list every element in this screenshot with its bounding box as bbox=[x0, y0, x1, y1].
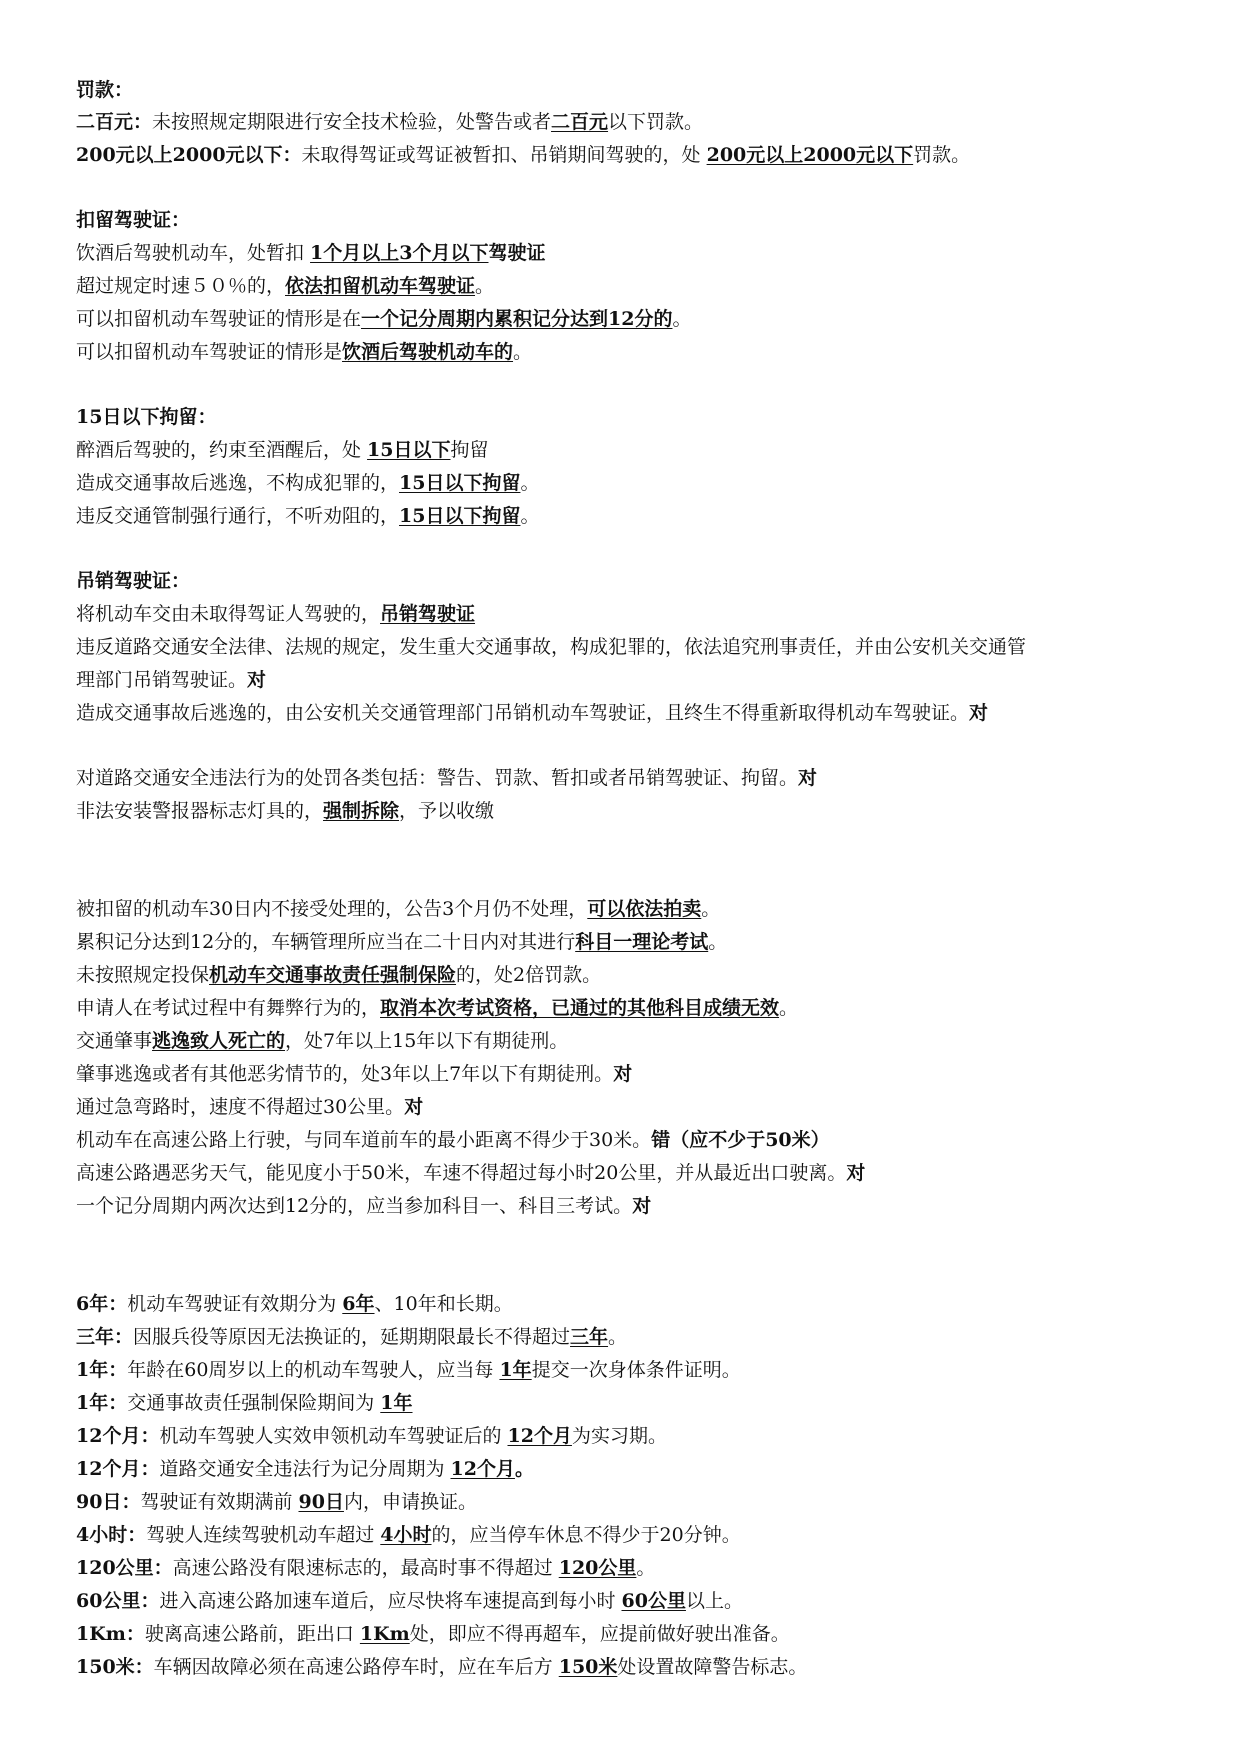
bold-text: 对 bbox=[404, 1096, 424, 1118]
body-text: 申请人在考试过程中有舞弊行为的， bbox=[76, 997, 381, 1019]
text-line bbox=[76, 241, 546, 265]
bold-text: 三年： bbox=[76, 1326, 134, 1348]
body-text: 饮酒后驾驶机动车，处暂扣 bbox=[76, 242, 311, 264]
text-line bbox=[76, 897, 720, 921]
body-text: 以上。 bbox=[685, 1590, 743, 1612]
underlined-keyword: 依法扣留机动车驾驶证 bbox=[285, 275, 476, 297]
text-line bbox=[76, 569, 190, 593]
bold-text: 1年： bbox=[76, 1392, 128, 1414]
body-text: 累积记分达到12分的，车辆管理所应当在二十日内对其进行 bbox=[76, 931, 576, 953]
bold-text: 对 bbox=[632, 1195, 652, 1217]
text-line bbox=[76, 1194, 651, 1218]
underlined-keyword: 逃逸致人死亡的 bbox=[152, 1030, 286, 1052]
text-line bbox=[76, 1655, 807, 1679]
body-text: 年龄在60周岁以上的机动车驾驶人，应当每 bbox=[127, 1359, 500, 1381]
text-line bbox=[76, 1457, 534, 1481]
underlined-keyword: 90日 bbox=[298, 1491, 344, 1513]
text-line bbox=[76, 602, 475, 626]
body-text: 对道路交通安全违法行为的处罚各类包括：警告、罚款、暂扣或者吊销驾驶证、拘留。 bbox=[76, 767, 799, 789]
text-line bbox=[76, 78, 133, 102]
body-text: 。 bbox=[520, 472, 540, 494]
body-text: 通过急弯路时，速度不得超过30公里。 bbox=[76, 1096, 405, 1118]
body-text: 醉酒后驾驶的，约束至酒醒后，处 bbox=[76, 439, 368, 461]
underlined-keyword: 科目一理论考试 bbox=[575, 931, 709, 953]
body-text: 。 bbox=[475, 275, 495, 297]
body-text: 。 bbox=[513, 341, 533, 363]
text-line bbox=[76, 1622, 790, 1646]
underlined-keyword: 一个记分周期内累积记分达到12分的 bbox=[361, 308, 673, 330]
underlined-keyword: 120公里 bbox=[558, 1557, 637, 1579]
text-line bbox=[76, 1424, 667, 1448]
bold-text: 200元以上2000元以下： bbox=[76, 144, 302, 166]
body-text: 一个记分周期内两次达到12分的，应当参加科目一、科目三考试。 bbox=[76, 1195, 633, 1217]
text-line bbox=[76, 110, 703, 134]
bold-text: 吊销驾驶证： bbox=[76, 570, 191, 592]
underlined-keyword: 6年 bbox=[342, 1293, 375, 1315]
underlined-keyword: 12个月 bbox=[507, 1425, 572, 1447]
bold-text: 对 bbox=[247, 669, 267, 691]
underlined-keyword: 4小时 bbox=[380, 1524, 432, 1546]
body-text: 机动车驾驶证有效期分为 bbox=[127, 1293, 343, 1315]
body-text: 违反道路交通安全法律、法规的规定，发生重大交通事故，构成犯罪的，依法追究刑事责任，并由公安机关交通管 bbox=[76, 636, 1027, 658]
bold-text: 错（应不少于50米） bbox=[651, 1129, 830, 1151]
text-line bbox=[76, 1161, 865, 1185]
underlined-keyword: 200元以上2000元以下 bbox=[706, 144, 914, 166]
underlined-keyword: 二百元 bbox=[551, 111, 609, 133]
body-text: ，处7年以上15年以下有期徒刑。 bbox=[285, 1030, 569, 1052]
body-text: 。 bbox=[708, 931, 728, 953]
bold-text: 4小时： bbox=[76, 1524, 147, 1546]
body-text: 机动车驾驶人实效申领机动车驾驶证后的 bbox=[159, 1425, 508, 1447]
body-text: 。 bbox=[672, 308, 692, 330]
body-text: 罚款。 bbox=[913, 144, 971, 166]
body-text: 。 bbox=[701, 898, 721, 920]
underlined-keyword: 60公里 bbox=[621, 1590, 686, 1612]
body-text: 内，申请换证。 bbox=[343, 1491, 477, 1513]
underlined-keyword: 15日以下拘留 bbox=[399, 472, 521, 494]
body-text: 。 bbox=[779, 997, 799, 1019]
body-text: 造成交通事故后逃逸的，由公安机关交通管理部门吊销机动车驾驶证，且终生不得重新取得机动车驾驶证。 bbox=[76, 702, 970, 724]
body-text: 。 bbox=[520, 505, 540, 527]
underlined-keyword: 1Km bbox=[359, 1623, 410, 1645]
underlined-keyword: 三年 bbox=[570, 1326, 609, 1348]
underlined-keyword: 取消本次考试资格，已通过的其他科目成绩无效 bbox=[380, 997, 780, 1019]
body-text: 驾驶人连续驾驶机动车超过 bbox=[146, 1524, 381, 1546]
underlined-keyword: 15日以下 bbox=[367, 439, 451, 461]
bold-text: 120公里： bbox=[76, 1557, 173, 1579]
text-line bbox=[76, 701, 988, 725]
body-text: 处，即应不得再超车，应提前做好驶出准备。 bbox=[409, 1623, 790, 1645]
body-text: 车辆因故障必须在高速公路停车时，应在车后方 bbox=[153, 1656, 559, 1678]
text-line bbox=[76, 1490, 477, 1514]
body-text: 肇事逃逸或者有其他恶劣情节的，处3年以上7年以下有期徒刑。 bbox=[76, 1063, 614, 1085]
underlined-keyword: 1个月以上3个月以下 bbox=[310, 242, 489, 264]
bold-text: 对 bbox=[798, 767, 818, 789]
text-line bbox=[76, 668, 266, 692]
bold-text: 6年： bbox=[76, 1293, 128, 1315]
body-text: 交通肇事 bbox=[76, 1030, 153, 1052]
bold-text: 1年： bbox=[76, 1359, 128, 1381]
bold-text: 罚款： bbox=[76, 79, 134, 101]
body-text: 拘留 bbox=[450, 439, 489, 461]
bold-text: 60公里： bbox=[76, 1590, 160, 1612]
text-line bbox=[76, 1128, 830, 1152]
text-line bbox=[76, 930, 727, 954]
underlined-keyword: 饮酒后驾驶机动车的 bbox=[342, 341, 514, 363]
body-text: 进入高速公路加速车道后，应尽快将车速提高到每小时 bbox=[159, 1590, 622, 1612]
text-line bbox=[76, 766, 817, 790]
underlined-keyword: 1年 bbox=[380, 1392, 413, 1414]
body-text: 机动车在高速公路上行驶，与同车道前车的最小距离不得少于30米。 bbox=[76, 1129, 652, 1151]
bold-text: 驾驶证 bbox=[488, 242, 546, 264]
text-line bbox=[76, 405, 216, 429]
text-line bbox=[76, 1556, 655, 1580]
underlined-keyword: 可以依法拍卖 bbox=[587, 898, 702, 920]
text-line bbox=[76, 1523, 741, 1547]
body-text: 可以扣留机动车驾驶证的情形是在 bbox=[76, 308, 362, 330]
text-line bbox=[76, 1029, 568, 1053]
bold-text: 。 bbox=[514, 1458, 534, 1480]
body-text: 驾驶证有效期满前 bbox=[140, 1491, 299, 1513]
body-text: 未按照规定期限进行安全技术检验，处警告或者 bbox=[152, 111, 552, 133]
body-text: 的，应当停车休息不得少于20分钟。 bbox=[431, 1524, 741, 1546]
text-line bbox=[76, 143, 970, 167]
body-text: 可以扣留机动车驾驶证的情形是 bbox=[76, 341, 343, 363]
body-text: 未按照规定投保 bbox=[76, 964, 210, 986]
body-text: ，予以收缴 bbox=[399, 800, 495, 822]
bold-text: 1Km： bbox=[76, 1623, 145, 1645]
text-line bbox=[76, 1325, 627, 1349]
body-text: 高速公路没有限速标志的，最高时事不得超过 bbox=[172, 1557, 559, 1579]
text-line bbox=[76, 1391, 413, 1415]
bold-text: 150米： bbox=[76, 1656, 154, 1678]
text-line bbox=[76, 799, 494, 823]
body-text: 非法安装警报器标志灯具的， bbox=[76, 800, 324, 822]
text-line bbox=[76, 1358, 741, 1382]
body-text: 处设置故障警告标志。 bbox=[617, 1656, 808, 1678]
body-text: 将机动车交由未取得驾证人驾驶的， bbox=[76, 603, 381, 625]
underlined-keyword: 吊销驾驶证 bbox=[380, 603, 476, 625]
body-text: 理部门吊销驾驶证。 bbox=[76, 669, 248, 691]
underlined-keyword: 1年 bbox=[499, 1359, 532, 1381]
text-line bbox=[76, 1062, 632, 1086]
underlined-keyword: 15日以下拘留 bbox=[399, 505, 521, 527]
text-line bbox=[76, 635, 1026, 659]
bold-text: 90日： bbox=[76, 1491, 141, 1513]
body-text: 道路交通安全违法行为记分周期为 bbox=[159, 1458, 451, 1480]
bold-text: 二百元： bbox=[76, 111, 153, 133]
body-text: 超过规定时速５０％的， bbox=[76, 275, 286, 297]
text-line bbox=[76, 1589, 743, 1613]
bold-text: 对 bbox=[613, 1063, 633, 1085]
text-line bbox=[76, 996, 798, 1020]
bold-text: 12个月： bbox=[76, 1425, 160, 1447]
text-line bbox=[76, 307, 691, 331]
bold-text: 扣留驾驶证： bbox=[76, 209, 191, 231]
body-text: 交通事故责任强制保险期间为 bbox=[127, 1392, 381, 1414]
bold-text: 对 bbox=[846, 1162, 866, 1184]
body-text: 造成交通事故后逃逸，不构成犯罪的， bbox=[76, 472, 400, 494]
body-text: 被扣留的机动车30日内不接受处理的，公告3个月仍不处理， bbox=[76, 898, 588, 920]
underlined-keyword: 强制拆除 bbox=[323, 800, 400, 822]
underlined-keyword: 12个月 bbox=[450, 1458, 515, 1480]
text-line bbox=[76, 963, 601, 987]
text-line bbox=[76, 438, 489, 462]
body-text: 因服兵役等原因无法换证的，延期期限最长不得超过 bbox=[133, 1326, 571, 1348]
underlined-keyword: 机动车交通事故责任强制保险 bbox=[209, 964, 457, 986]
body-text: 提交一次身体条件证明。 bbox=[531, 1359, 741, 1381]
bold-text: 15日以下拘留： bbox=[76, 406, 217, 428]
text-line bbox=[76, 1292, 513, 1316]
text-line bbox=[76, 504, 539, 528]
text-line bbox=[76, 208, 190, 232]
body-text: 以下罚款。 bbox=[608, 111, 704, 133]
bold-text: 12个月： bbox=[76, 1458, 160, 1480]
text-line bbox=[76, 471, 539, 495]
body-text: 高速公路遇恶劣天气，能见度小于50米，车速不得超过每小时20公里，并从最近出口驶离。 bbox=[76, 1162, 847, 1184]
body-text: 驶离高速公路前，距出口 bbox=[144, 1623, 360, 1645]
body-text: 、10年和长期。 bbox=[374, 1293, 513, 1315]
bold-text: 对 bbox=[969, 702, 989, 724]
text-line bbox=[76, 274, 494, 298]
text-line bbox=[76, 340, 532, 364]
body-text: 违反交通管制强行通行，不听劝阻的， bbox=[76, 505, 400, 527]
text-line bbox=[76, 1095, 423, 1119]
body-text: 为实习期。 bbox=[571, 1425, 667, 1447]
body-text: 的，处2倍罚款。 bbox=[456, 964, 602, 986]
body-text: 未取得驾证或驾证被暂扣、吊销期间驾驶的，处 bbox=[301, 144, 707, 166]
body-text: 。 bbox=[636, 1557, 656, 1579]
body-text: 。 bbox=[608, 1326, 628, 1348]
underlined-keyword: 150米 bbox=[558, 1656, 618, 1678]
